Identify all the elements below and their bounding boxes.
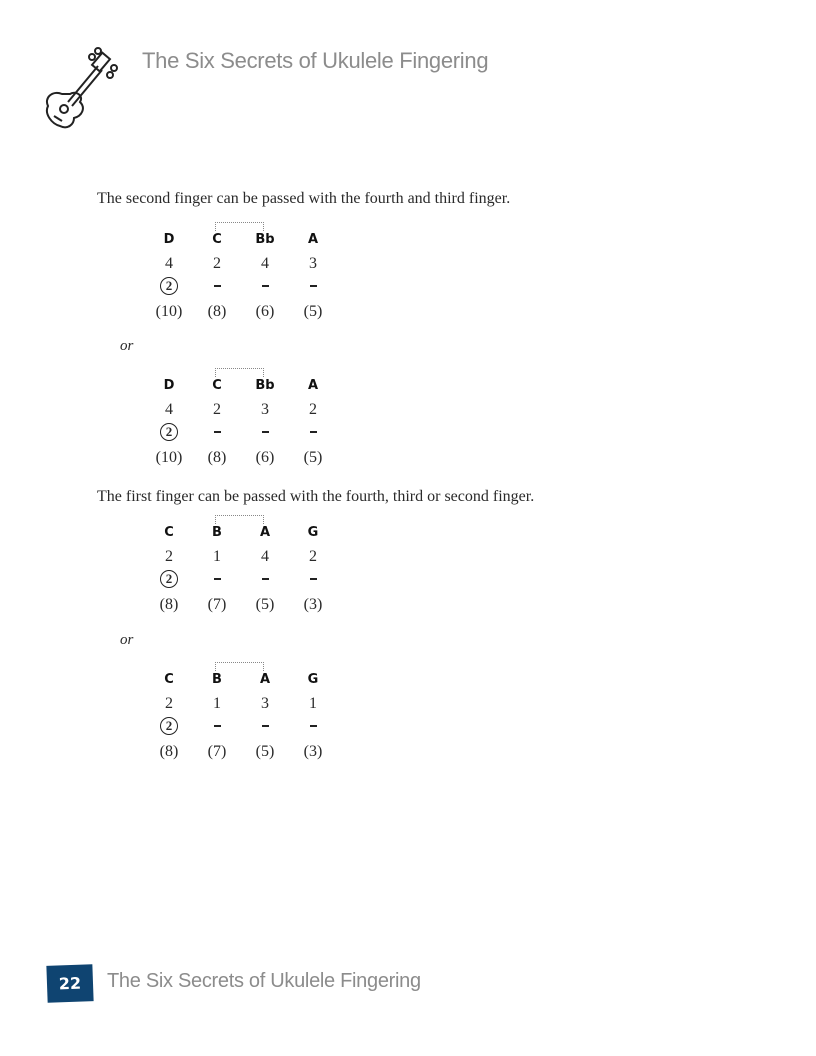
string-dash xyxy=(289,423,337,441)
string-number xyxy=(145,277,193,295)
note-name: A xyxy=(307,378,319,393)
string-dash xyxy=(289,717,337,735)
note-name: A xyxy=(259,672,271,687)
note-name: C xyxy=(212,378,222,393)
string-number xyxy=(145,423,193,441)
finger-number: 4 xyxy=(165,255,173,272)
finger-number: 2 xyxy=(213,401,221,418)
footer-title: The Six Secrets of Ukulele Fingering xyxy=(107,970,421,992)
dash-mark xyxy=(262,431,269,433)
dash-mark xyxy=(310,578,317,580)
dash-mark xyxy=(262,578,269,580)
fret-number: (6) xyxy=(255,449,275,466)
fingering-example xyxy=(145,222,345,332)
string-dash xyxy=(193,570,241,588)
note-name: A xyxy=(259,525,271,540)
fret-number: (8) xyxy=(159,596,179,613)
string-dash xyxy=(241,717,289,735)
fret-number: (3) xyxy=(303,743,323,760)
fret-number: (10) xyxy=(155,449,183,466)
pass-bracket xyxy=(215,662,264,671)
or-label: or xyxy=(120,632,134,648)
finger-number: 2 xyxy=(213,255,221,272)
note-name: C xyxy=(164,525,174,540)
fingering-example xyxy=(145,368,345,478)
note-name: D xyxy=(163,378,175,393)
string-number xyxy=(145,570,193,588)
note-name: C xyxy=(212,232,222,247)
dash-mark xyxy=(310,285,317,287)
note-name: Bb xyxy=(255,378,275,393)
string-dash xyxy=(193,277,241,295)
string-dash xyxy=(289,277,337,295)
circled-string-number: 2 xyxy=(160,277,178,295)
pass-bracket xyxy=(215,222,264,231)
circled-string-number: 2 xyxy=(160,570,178,588)
dash-mark xyxy=(214,285,221,287)
dash-mark xyxy=(214,431,221,433)
string-dash xyxy=(193,717,241,735)
finger-number: 1 xyxy=(213,695,221,712)
fret-number: (5) xyxy=(303,303,323,320)
fret-number: (5) xyxy=(255,596,275,613)
dash-mark xyxy=(214,725,221,727)
note-name: B xyxy=(212,525,222,540)
paragraph-second-finger: The second finger can be passed with the fourth and third finger. xyxy=(97,190,511,207)
finger-number: 4 xyxy=(261,255,269,272)
fingering-example xyxy=(145,662,345,772)
finger-number: 3 xyxy=(261,695,269,712)
circled-string-number: 2 xyxy=(160,423,178,441)
note-name: Bb xyxy=(255,232,275,247)
pass-bracket xyxy=(215,515,264,524)
or-label: or xyxy=(120,338,134,354)
finger-number: 4 xyxy=(165,401,173,418)
note-name: A xyxy=(307,232,319,247)
finger-number: 3 xyxy=(309,255,317,272)
circled-string-number: 2 xyxy=(160,717,178,735)
note-name: G xyxy=(307,525,319,540)
fret-number: (7) xyxy=(207,596,227,613)
fret-number: (10) xyxy=(155,303,183,320)
note-name: G xyxy=(307,672,319,687)
fret-number: (5) xyxy=(255,743,275,760)
note-name: B xyxy=(212,672,222,687)
string-dash xyxy=(289,570,337,588)
string-dash xyxy=(241,277,289,295)
paragraph-first-finger: The first finger can be passed with the fourth, third or second finger. xyxy=(97,488,535,505)
note-name: D xyxy=(163,232,175,247)
finger-number: 2 xyxy=(165,548,173,565)
string-dash xyxy=(241,570,289,588)
ukulele-icon xyxy=(42,44,126,130)
dash-mark xyxy=(262,285,269,287)
pass-bracket xyxy=(215,368,264,377)
string-number xyxy=(145,717,193,735)
fret-number: (7) xyxy=(207,743,227,760)
dash-mark xyxy=(214,578,221,580)
dash-mark xyxy=(310,725,317,727)
finger-number: 1 xyxy=(309,695,317,712)
fret-number: (8) xyxy=(159,743,179,760)
finger-number: 3 xyxy=(261,401,269,418)
finger-number: 4 xyxy=(261,548,269,565)
dash-mark xyxy=(262,725,269,727)
header-title: The Six Secrets of Ukulele Fingering xyxy=(142,48,489,73)
fret-number: (5) xyxy=(303,449,323,466)
finger-number: 1 xyxy=(213,548,221,565)
fret-number: (6) xyxy=(255,303,275,320)
fret-number: (3) xyxy=(303,596,323,613)
note-name: C xyxy=(164,672,174,687)
finger-number: 2 xyxy=(165,695,173,712)
fret-number: (8) xyxy=(207,303,227,320)
string-dash xyxy=(241,423,289,441)
string-dash xyxy=(193,423,241,441)
finger-number: 2 xyxy=(309,401,317,418)
page-number: 22 xyxy=(46,964,93,1003)
finger-number: 2 xyxy=(309,548,317,565)
fingering-example xyxy=(145,515,345,625)
dash-mark xyxy=(310,431,317,433)
fret-number: (8) xyxy=(207,449,227,466)
